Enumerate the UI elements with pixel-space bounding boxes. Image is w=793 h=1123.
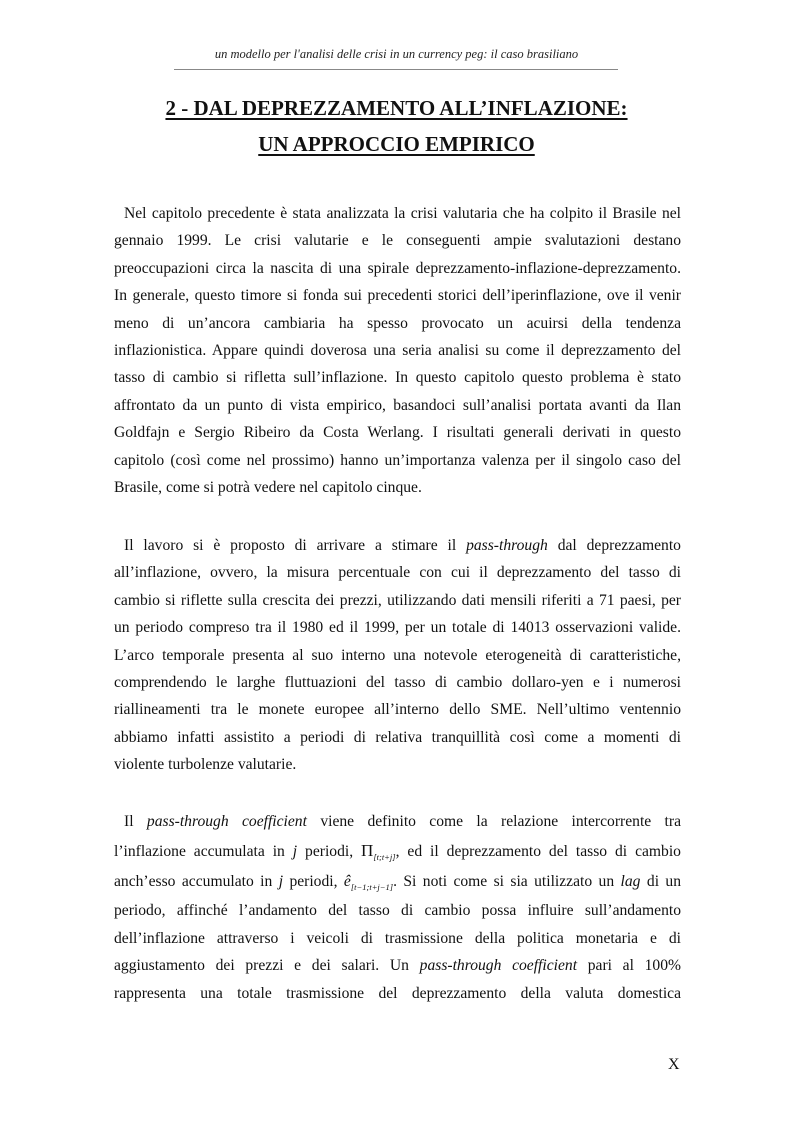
chapter-title-line-1: 2 - DAL DEPREZZAMENTO ALL’INFLAZIONE:: [165, 96, 628, 120]
text-line: Goldfajn e Sergio Ribeiro da Costa Werlang. I risultati generali derivati in questo: [114, 424, 681, 442]
text-line: all’inflazione, ovvero, la misura percentuale con cui il deprezzamento del tasso di: [114, 564, 681, 582]
italic-term: pass-through: [466, 537, 548, 554]
depreciation-formula: $ê_{[t-1;t+j-1]}$: [343, 873, 394, 893]
header-rule: [174, 69, 618, 70]
inflation-formula: $\Pi_{[t;t+j]}$: [361, 841, 396, 863]
running-header: un modello per l'analisi delle crisi in un currency peg: il caso brasiliano: [214, 47, 579, 61]
text-line: comprendendo le larghe fluttuazioni del tasso di cambio dollaro-yen e i numerosi: [114, 673, 681, 691]
text-line: un periodo compreso tra il 1980 ed il 1999, per un totale di 14013 osservazioni valide.: [114, 619, 681, 637]
italic-term: pass-through coefficient: [146, 813, 307, 830]
text-line: Brasile, come si potrà vedere nel capitolo cinque.: [114, 478, 422, 496]
paragraph-2: [114, 532, 681, 779]
text-line: inflazionistica. Appare quindi doverosa una seria analisi su come il deprezzamento del: [114, 341, 681, 359]
italic-term: pass-through coefficient: [419, 957, 578, 975]
text-line: In generale, questo timore si fonda sui precedenti storici dell’iperinflazione, ove il venir: [114, 287, 681, 305]
text-line: Il pass-through coefficient viene definito come la relazione intercorrente tra: [124, 813, 682, 830]
text-line: Il lavoro si è proposto di arrivare a stimare il pass-through dal deprezzamento: [124, 537, 681, 554]
text-line: affrontato da un punto di vista empirico, basandoci sull’analisi portata avanti da Ilan: [114, 396, 681, 414]
text-line: periodo, affinché l’andamento del tasso di cambio possa influire sull’andamento: [114, 902, 681, 920]
text-line: Nel capitolo precedente è stata analizzata la crisi valutaria che ha colpito il Brasile nel: [124, 205, 681, 222]
text-line: riallineamenti tra le monete europee all’interno dello SME. Nell’ultimo ventennio: [114, 701, 681, 719]
paragraph-3: [114, 808, 681, 1007]
paragraph-1: [114, 200, 681, 501]
text-line: dell’inflazione attraverso i veicoli di trasmissione della politica monetaria e di: [114, 929, 681, 947]
text-line: meno di un’ancora cambiaria ha spesso provocato un acuirsi della tendenza: [114, 314, 681, 332]
text-line: l’inflazione accumulata in j periodi, $\Pi_{[t;t+j]}$, ed il deprezzamento del tasso di cambio: [114, 841, 681, 863]
text-line: L’arco temporale presenta al suo interno una notevole eterogeneità di caratteristiche,: [114, 646, 681, 664]
text-line: cambio si riflette sulla crescita dei prezzi, utilizzando dati mensili riferiti a 71 paesi, per: [114, 591, 681, 609]
text-line: rappresenta una totale trasmissione del deprezzamento della valuta domestica: [114, 984, 681, 1002]
page-number: X: [668, 1056, 680, 1073]
text-line: tasso di cambio si rifletta sull’inflazione. In questo capitolo questo problema è stato: [114, 369, 681, 387]
text-line: aggiustamento dei prezzi e dei salari. Un pass-through coefficient pari al 100%: [114, 957, 681, 975]
text-line: abbiamo infatti assistito a periodi di relativa tranquillità così come a momenti di: [114, 728, 681, 746]
text-line: violente turbolenze valutarie.: [114, 756, 297, 774]
italic-term: lag: [620, 873, 641, 891]
text-line: anch’esso accumulato in j periodi, $ê_{[t-1;t+j-1]}$. Si noti come si sia utilizzato un lag di un: [114, 873, 682, 893]
text-line: gennaio 1999. Le crisi valutarie e le conseguenti ampie svalutazioni destano: [114, 232, 681, 250]
chapter-title-line-2: UN APPROCCIO EMPIRICO: [258, 132, 535, 156]
text-line: preoccupazioni circa la nascita di una spirale deprezzamento-inflazione-deprezzamento.: [114, 259, 681, 277]
text-line: capitolo (così come nel prossimo) hanno un’importanza valenza per il singolo caso del: [114, 451, 681, 469]
